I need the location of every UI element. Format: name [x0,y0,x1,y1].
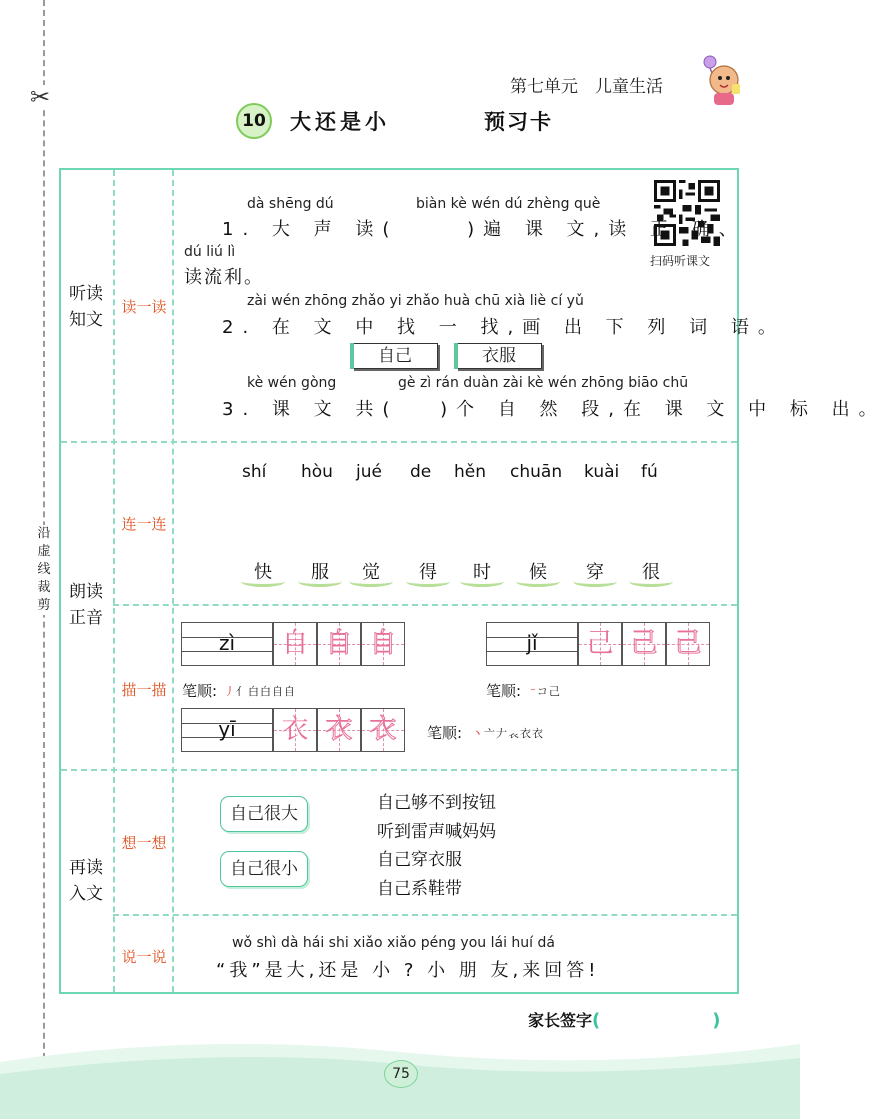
connect-char-4[interactable]: 得 [419,562,437,583]
word-box-ziji: 自己 [352,343,438,369]
pinyin-grid-yi: yī [181,708,273,752]
think-left-1[interactable]: 自己很大 [220,796,308,832]
stroke-label-zi: 笔顺: [182,682,218,700]
lesson-number: 10 [236,103,272,139]
trace-cell[interactable]: 己 [622,622,666,666]
leaf-decoration [349,576,393,587]
trace-cell[interactable]: 自 [273,622,317,666]
stroke-label-ji: 笔顺: [486,682,522,700]
activity-read: 读一读 [121,298,167,316]
leaf-decoration [516,576,560,587]
q1-pinyin-b: biàn kè wén dú zhèng què [416,196,601,212]
q1-pinyin-c: dú liú lì [184,244,236,260]
q3-pinyin-b: gè zì rán duàn zài kè wén zhōng biāo chū [398,375,689,391]
connect-pinyin-6[interactable]: chuān [510,462,563,482]
pinyin-grid-ji: jǐ [486,622,578,666]
cut-label: 沿虚线裁剪 [37,526,51,613]
q1-text: 1. 大 声 读( )遍 课 文,读 正 确、 [222,219,746,240]
connect-pinyin-5[interactable]: hěn [454,462,487,482]
q1-text-2: 读流利。 [184,267,264,288]
activity-connect: 连一连 [121,515,167,533]
word-box-yifu: 衣服 [456,343,542,369]
activity-think: 想一想 [121,834,167,852]
think-right-1[interactable]: 自己够不到按钮 [377,793,496,813]
row-divider-1 [61,441,737,443]
connect-char-3[interactable]: 觉 [362,562,380,583]
leaf-decoration [406,576,450,587]
say-text: “我”是大,还是 小 ? 小 朋 友,来回答! [216,960,600,981]
trace-cell[interactable]: 己 [578,622,622,666]
column-divider-1 [113,170,115,992]
connect-char-5[interactable]: 时 [473,562,491,583]
scissors-icon: ✂ [30,83,51,111]
stroke-label-yi: 笔顺: [427,724,463,742]
think-right-2[interactable]: 听到雷声喊妈妈 [377,822,496,842]
qr-label: 扫码听课文 [650,254,711,268]
trace-cell[interactable]: 己 [666,622,710,666]
trace-cell[interactable]: 自 [317,622,361,666]
trace-cell[interactable]: 自 [361,622,405,666]
connect-char-8[interactable]: 很 [642,562,660,583]
leaf-decoration [573,576,617,587]
think-right-4[interactable]: 自己系鞋带 [377,879,462,899]
connect-char-1[interactable]: 快 [254,562,272,583]
activity-trace: 描一描 [121,681,167,699]
think-right-3[interactable]: 自己穿衣服 [377,850,462,870]
stroke-order-yi: 丶亠𠂇𧘇衣衣 [472,727,544,740]
card-title: 预习卡 [484,110,553,134]
section-listen-read: 听读 知文 [69,284,103,330]
page-number: 75 [384,1060,418,1088]
leaf-decoration [298,576,342,587]
leaf-decoration [241,576,285,587]
leaf-decoration [460,576,504,587]
q3-pinyin-a: kè wén gòng [247,375,337,391]
mascot-icon [696,52,744,108]
connect-pinyin-3[interactable]: jué [356,462,382,482]
connect-char-7[interactable]: 穿 [586,562,604,583]
column-divider-2 [172,170,174,992]
connect-pinyin-4[interactable]: de [410,462,432,482]
connect-pinyin-7[interactable]: kuài [584,462,620,482]
connect-pinyin-1[interactable]: shí [242,462,267,482]
parent-signature[interactable]: 家长签字( ) [528,1010,721,1031]
say-pinyin: wǒ shì dà hái shi xiǎo xiǎo péng you lái huí dá [232,935,555,951]
connect-pinyin-2[interactable]: hòu [301,462,333,482]
section-reread: 再读 入文 [69,858,103,904]
connect-char-2[interactable]: 服 [311,562,329,583]
think-left-2[interactable]: 自己很小 [220,851,308,887]
row-divider-2 [113,604,737,606]
q1-pinyin-a: dà shēng dú [247,196,334,212]
row-divider-3 [61,769,737,771]
lesson-title: 大还是小 [290,110,390,134]
q3-text: 3. 课 文 共( )个 自 然 段,在 课 文 中 标 出。 [222,399,886,420]
connect-char-6[interactable]: 候 [529,562,547,583]
trace-cell[interactable]: 衣 [273,708,317,752]
stroke-order-zi: 丿亻白白自自 [224,685,296,698]
pinyin-grid-zi: zì [181,622,273,666]
activity-say: 说一说 [121,948,167,966]
trace-cell[interactable]: 衣 [361,708,405,752]
unit-title: 第七单元 儿童生活 [510,77,663,97]
q2-text: 2. 在 文 中 找 一 找,画 出 下 列 词 语。 [222,317,785,338]
stroke-order-ji: ⁻コ己 [530,685,561,698]
connect-pinyin-8[interactable]: fú [641,462,658,482]
leaf-decoration [629,576,673,587]
row-divider-4 [113,914,737,916]
trace-cell[interactable]: 衣 [317,708,361,752]
q2-pinyin: zài wén zhōng zhǎo yi zhǎo huà chū xià liè cí yǔ [247,293,584,309]
section-read-aloud: 朗读 正音 [69,582,103,628]
